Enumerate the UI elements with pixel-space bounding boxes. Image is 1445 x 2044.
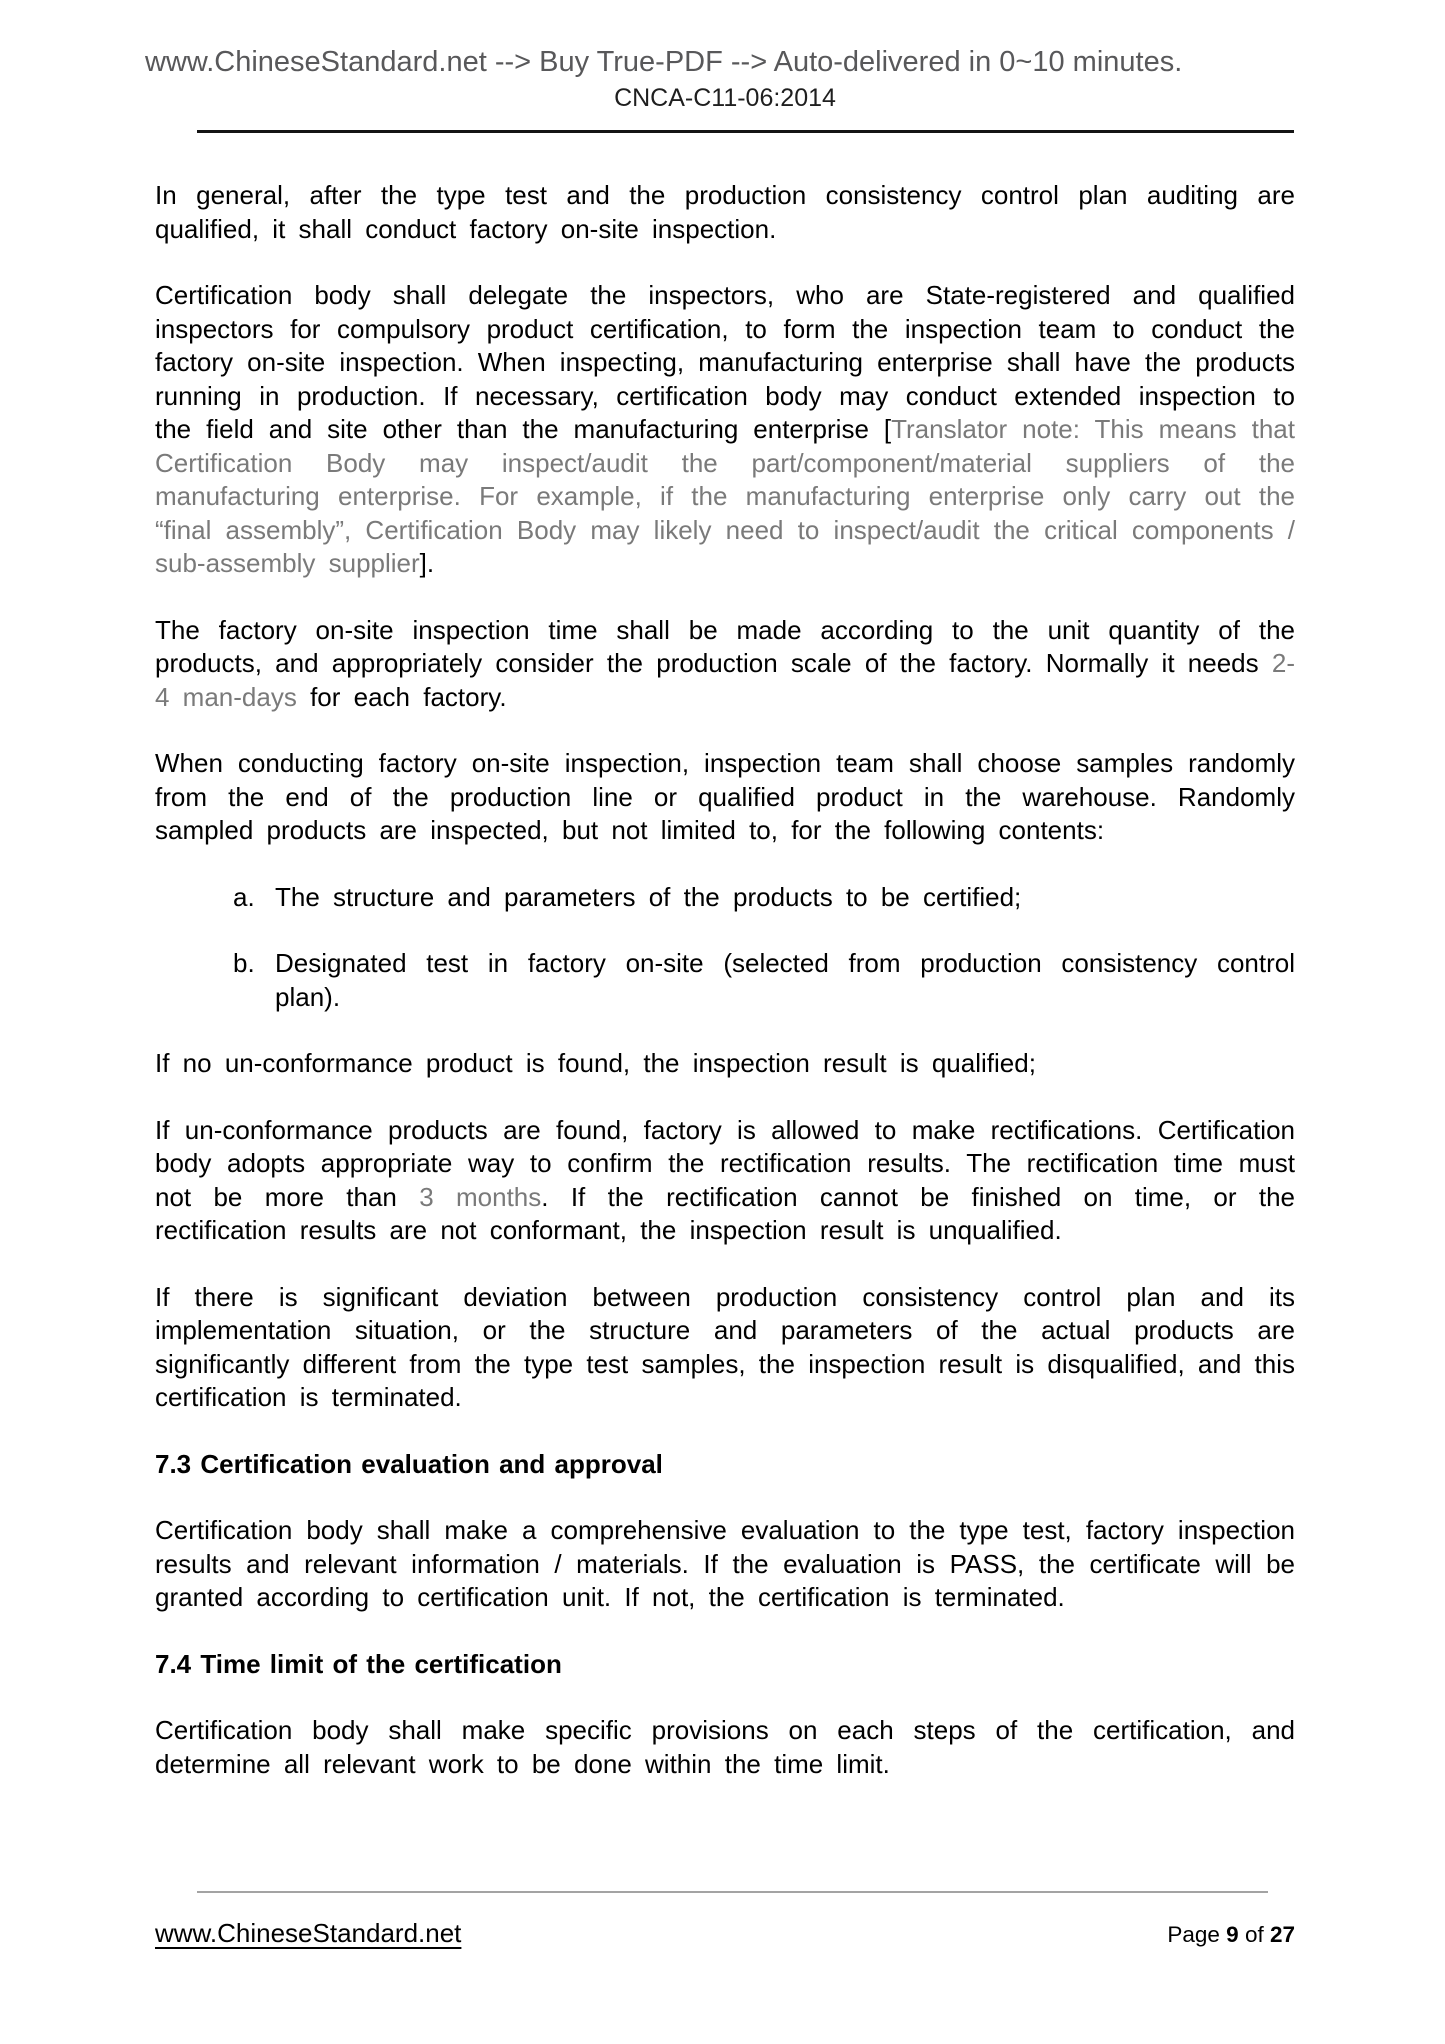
paragraph-delegate-main: Certification body shall delegate the inspectors, who are State-registered and qualified inspectors for compulsory product certification, to form the inspection team to conduct the factory on-site inspection. When inspecting, manufacturing enterprise shall have the products running in production. If necessary, certification body may conduct extended inspection to the field and site other than the manufacturing enterprise [: [155, 280, 1295, 444]
page-number-indicator: [1167, 1922, 1295, 1948]
list-item-b: [155, 947, 1295, 1014]
inspection-time-main: The factory on-site inspection time shall be made according to the unit quantity of the products, and appropriately consider the production scale of the factory. Normally it needs: [155, 614, 1295, 678]
footer-site-link[interactable]: www.ChineseStandard.net: [155, 1918, 462, 1948]
paragraph-general: In general, after the type test and the production consistency control plan auditing are qualified, it shall conduct factory on-site inspection.: [155, 180, 1295, 244]
list-marker-b: b.: [233, 948, 255, 978]
inspection-contents-list: [155, 881, 1295, 1015]
rectification-close: . If the rectification cannot be finished on time, or the rectification results are not conformant, the inspection result is unqualified.: [155, 1181, 1295, 1245]
paragraph-inspection-time: [155, 614, 1295, 715]
paragraph-rectification: [155, 1114, 1295, 1248]
page-number: 9: [1226, 1922, 1239, 1947]
paragraph-sampling: When conducting factory on-site inspection, inspection team shall choose samples randomly from the end of the production line or qualified product in the warehouse. Randomly sampled products are inspected, but not limited to, for the following contents:: [155, 748, 1295, 845]
list-marker-a: a.: [233, 881, 255, 912]
page-footer: [155, 1918, 1295, 1949]
paragraph-delegate-inspectors: [155, 279, 1295, 581]
heading-7-4: 7.4 Time limit of the certification: [155, 1648, 562, 1679]
inspection-time-close: for each factory.: [296, 681, 507, 712]
of-word: of: [1244, 1922, 1264, 1947]
paragraph-evaluation: Certification body shall make a comprehensive evaluation to the type test, factory inspection results and relevant information / materials. If the evaluation is PASS, the certificate will be granted according to certification unit. If not, the certification is terminated.: [155, 1515, 1295, 1612]
man-days-note: 2-4 man-days: [155, 648, 1295, 712]
list-text-b: Designated test in factory on-site (selected from production consistency control plan).: [275, 948, 1295, 1012]
heading-7-3: 7.3 Certification evaluation and approval: [155, 1448, 663, 1479]
footer-rule: [197, 1891, 1268, 1893]
page-word: Page: [1167, 1922, 1220, 1947]
paragraph-qualified-result: If no un-conformance product is found, the inspection result is qualified;: [155, 1048, 1036, 1078]
three-months-note: 3 months: [419, 1181, 542, 1212]
page-body: [155, 146, 1295, 1781]
paragraph-delegate-close: ].: [419, 548, 435, 578]
document-number: CNCA-C11-06:2014: [614, 84, 836, 112]
list-item-a: [155, 881, 1295, 915]
rectification-main: If un-conformance products are found, factory is allowed to make rectifications. Certification body adopts appropriate way to confirm the rectification results. The rectification time must not be more than: [155, 1114, 1295, 1212]
list-text-a: The structure and parameters of the products to be certified;: [275, 881, 1022, 912]
paragraph-time-limit: Certification body shall make specific provisions on each steps of the certification, and determine all relevant work to be done within the time limit.: [155, 1715, 1295, 1779]
page-total: 27: [1269, 1922, 1295, 1947]
header-rule: [197, 130, 1294, 133]
translator-note: Translator note: This means that Certification Body may inspect/audit the part/component/material suppliers of the manufacturing enterprise. For example, if the manufacturing enterprise only carry out the “final assembly”, Certification Body may likely need to inspect/audit the critical components / sub-assembly supplier: [155, 414, 1295, 578]
paragraph-deviation: If there is significant deviation between production consistency control plan and its implementation situation, or the structure and parameters of the actual products are significantly different from the type test samples, the inspection result is disqualified, and this certification is terminated.: [155, 1281, 1295, 1412]
header-promo-text: www.ChineseStandard.net --> Buy True-PDF --> Auto-delivered in 0~10 minutes.: [145, 46, 1183, 78]
